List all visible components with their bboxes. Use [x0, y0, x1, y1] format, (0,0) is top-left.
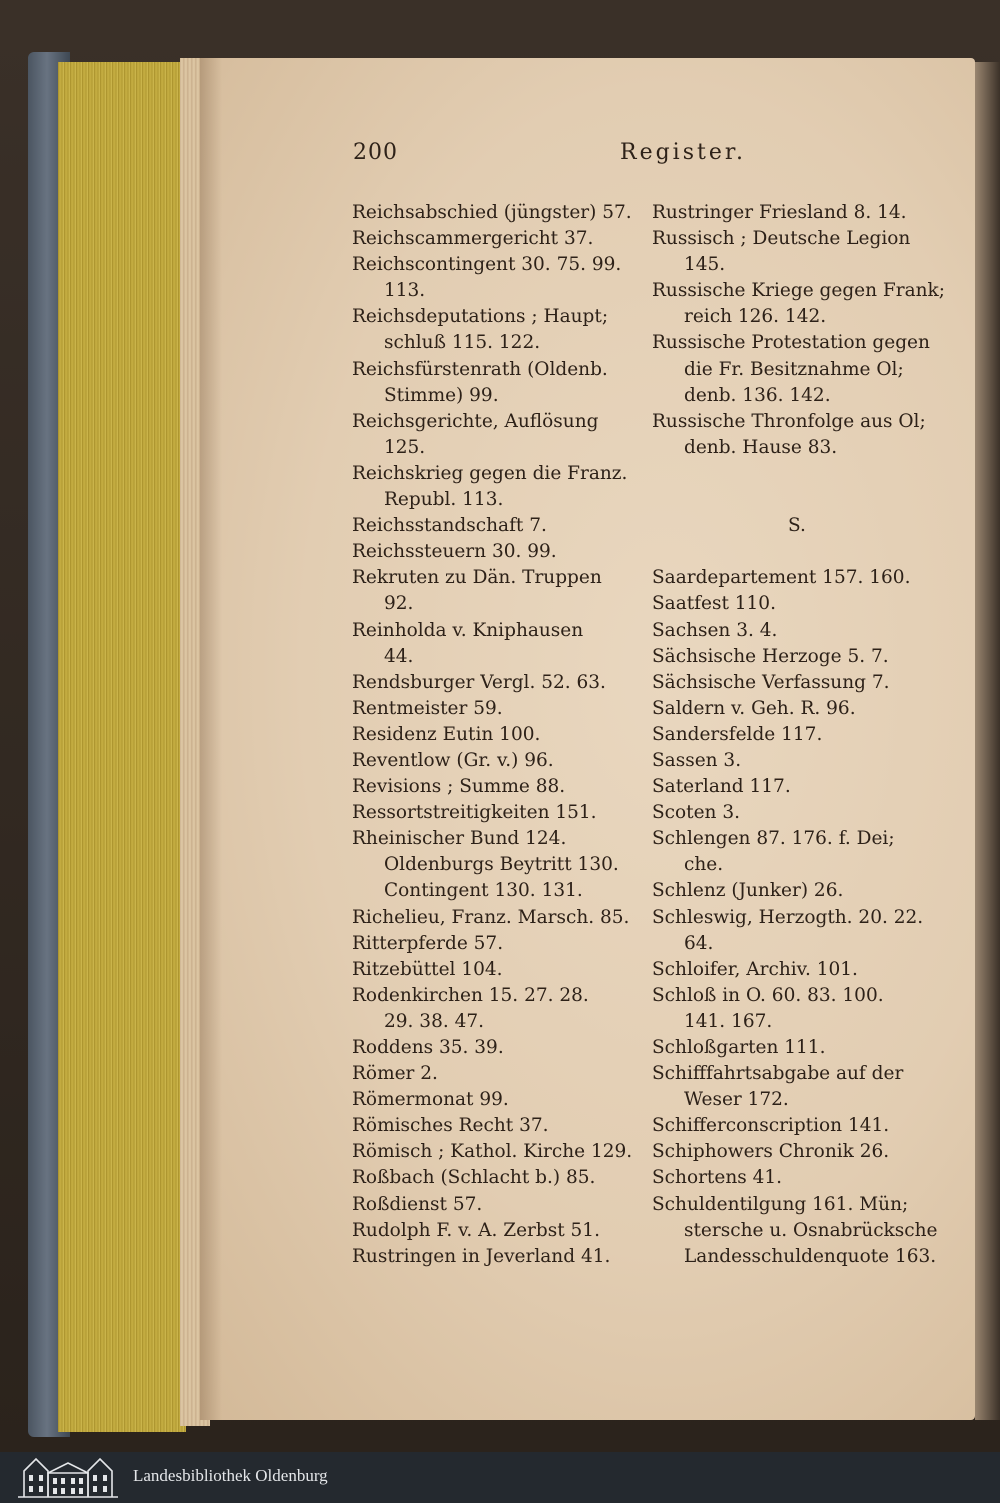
index-entry-line: Residenz Eutin 100.: [352, 723, 541, 745]
index-entry-line: Stimme) 99.: [384, 384, 499, 406]
index-entry-line: Russisch ; Deutsche Legion: [652, 228, 911, 250]
index-entry-line: Schifffahrtsabgabe auf der: [652, 1063, 904, 1085]
index-entry-line: 145.: [684, 254, 726, 276]
index-entry-line: Reichssteuern 30. 99.: [352, 541, 557, 563]
index-entry-line: Russische Kriege gegen Frank;: [652, 280, 945, 302]
index-entry-line: Revisions ; Summe 88.: [352, 776, 566, 798]
index-entry-line: Oldenburgs Beytritt 130.: [384, 854, 619, 876]
index-entry-line: stersche u. Osnabrücksche: [684, 1219, 938, 1241]
index-entry-line: denb. Hause 83.: [684, 436, 838, 458]
running-title: Register.: [620, 140, 746, 165]
index-entry-line: 92.: [384, 593, 414, 615]
index-entry-line: 141. 167.: [684, 1010, 773, 1032]
index-entry-line: schluß 115. 122.: [384, 332, 541, 354]
footer-bar: [0, 1452, 1000, 1503]
facing-page-edge: [975, 62, 1000, 1420]
index-column-right: [652, 200, 945, 1270]
index-entry-line: Republ. 113.: [384, 489, 504, 511]
index-entry-line: Roddens 35. 39.: [352, 1037, 504, 1058]
index-entry-line: Richelieu, Franz. Marsch. 85.: [352, 906, 630, 928]
index-entry-line: Reichskrieg gegen die Franz.: [352, 462, 628, 484]
index-entry-line: Römer 2.: [352, 1063, 438, 1085]
index-entry-line: Ressortstreitigkeiten 151.: [352, 802, 597, 824]
index-entry-line: Reichscammergericht 37.: [352, 228, 594, 250]
index-entry-line: Reichsabschied (jüngster) 57.: [352, 202, 632, 223]
index-entry-line: 113.: [384, 280, 426, 302]
index-entry-line: Saatfest 110.: [652, 593, 776, 615]
index-entry-line: Saardepartement 157. 160.: [652, 567, 911, 589]
index-entry-line: Saterland 117.: [652, 776, 791, 798]
index-column-left: [352, 200, 652, 1270]
index-entry-line: Schiphowers Chronik 26.: [652, 1141, 890, 1163]
index-entry-line: 44.: [384, 645, 414, 667]
index-entry-line: Sächsische Verfassung 7.: [652, 671, 890, 693]
index-entry-line: Contingent 130. 131.: [384, 880, 583, 902]
index-entry-line: denb. 136. 142.: [684, 384, 831, 406]
index-entry-line: Sächsische Herzoge 5. 7.: [652, 645, 889, 667]
index-entry-line: 125.: [384, 436, 426, 458]
index-entry-line: [652, 539, 942, 565]
index-entry-line: Schifferconscription 141.: [652, 1115, 890, 1137]
index-entry-line: Rudolph F. v. A. Zerbst 51.: [352, 1219, 600, 1241]
index-entry-line: Reinholda v. Kniphausen: [352, 619, 584, 641]
index-entry-line: Römermonat 99.: [352, 1089, 509, 1111]
page-number: 200: [353, 140, 398, 165]
index-entry-line: Schloß in O. 60. 83. 100.: [652, 984, 884, 1006]
index-entry-line: Sachsen 3. 4.: [652, 619, 778, 641]
index-entry-line: Russische Protestation gegen: [652, 332, 930, 354]
index-entry-line: Saldern v. Geh. R. 96.: [652, 697, 856, 719]
index-entry-line: [652, 487, 942, 513]
index-entry-line: Rodenkirchen 15. 27. 28.: [352, 984, 589, 1006]
index-entry-line: Reichsdeputations ; Haupt;: [352, 306, 609, 328]
index-entry-line: Schlenz (Junker) 26.: [652, 880, 844, 902]
section-letter-heading: S.: [788, 515, 806, 537]
library-building-icon: [14, 1455, 122, 1499]
gilt-page-edges: [58, 62, 186, 1432]
index-entry-line: Sandersfelde 117.: [652, 723, 823, 745]
index-entry-line: Schortens 41.: [652, 1167, 783, 1189]
index-entry-line: die Fr. Besitznahme Ol;: [684, 358, 904, 380]
index-entry-line: Landesschuldenquote 163.: [684, 1245, 937, 1267]
library-name: Landesbibliothek Oldenburg: [133, 1466, 328, 1485]
index-entry-line: Schloßgarten 111.: [652, 1037, 826, 1058]
index-entry-line: Reichsfürstenrath (Oldenb.: [352, 358, 608, 380]
index-entry-line: Rendsburger Vergl. 52. 63.: [352, 671, 606, 693]
index-entry-line: Reichscontingent 30. 75. 99.: [352, 254, 622, 276]
index-entry-line: Rekruten zu Dän. Truppen: [352, 567, 602, 589]
index-entry-line: che.: [684, 854, 724, 876]
index-entry-line: [652, 461, 942, 487]
index-entry-line: Römisches Recht 37.: [352, 1115, 549, 1137]
index-entry-line: Ritzebüttel 104.: [352, 958, 503, 980]
index-entry-line: Roßbach (Schlacht b.) 85.: [352, 1167, 596, 1189]
index-entry-line: Schloifer, Archiv. 101.: [652, 958, 858, 980]
index-entry-line: Russische Thronfolge aus Ol;: [652, 410, 926, 432]
index-entry-line: Rentmeister 59.: [352, 697, 503, 719]
page-gutter-shadow: [200, 58, 222, 1420]
index-entry-line: Reichsstandschaft 7.: [352, 515, 547, 537]
index-entry-line: Scoten 3.: [652, 802, 741, 824]
index-entry-line: Schleswig, Herzogth. 20. 22.: [652, 906, 924, 928]
index-entry-line: 29. 38. 47.: [384, 1010, 485, 1032]
index-entry-line: Rheinischer Bund 124.: [352, 828, 567, 850]
index-entry-line: reich 126. 142.: [684, 306, 827, 328]
index-entry-line: Ritterpferde 57.: [352, 932, 504, 954]
index-entry-line: Rustringen in Jeverland 41.: [352, 1245, 611, 1267]
index-entry-line: Sassen 3.: [652, 749, 742, 771]
index-entry-line: Weser 172.: [684, 1089, 789, 1111]
index-entry-line: Reventlow (Gr. v.) 96.: [352, 749, 554, 771]
index-entry-line: Schuldentilgung 161. Mün;: [652, 1193, 909, 1215]
index-entry-line: Rustringer Friesland 8. 14.: [652, 202, 907, 223]
index-entry-line: Römisch ; Kathol. Kirche 129.: [352, 1141, 633, 1163]
index-entry-line: Schlengen 87. 176. f. Dei;: [652, 828, 895, 850]
index-entry-line: Reichsgerichte, Auflösung: [352, 410, 599, 432]
index-entry-line: 64.: [684, 932, 714, 954]
index-entry-line: Roßdienst 57.: [352, 1193, 483, 1215]
